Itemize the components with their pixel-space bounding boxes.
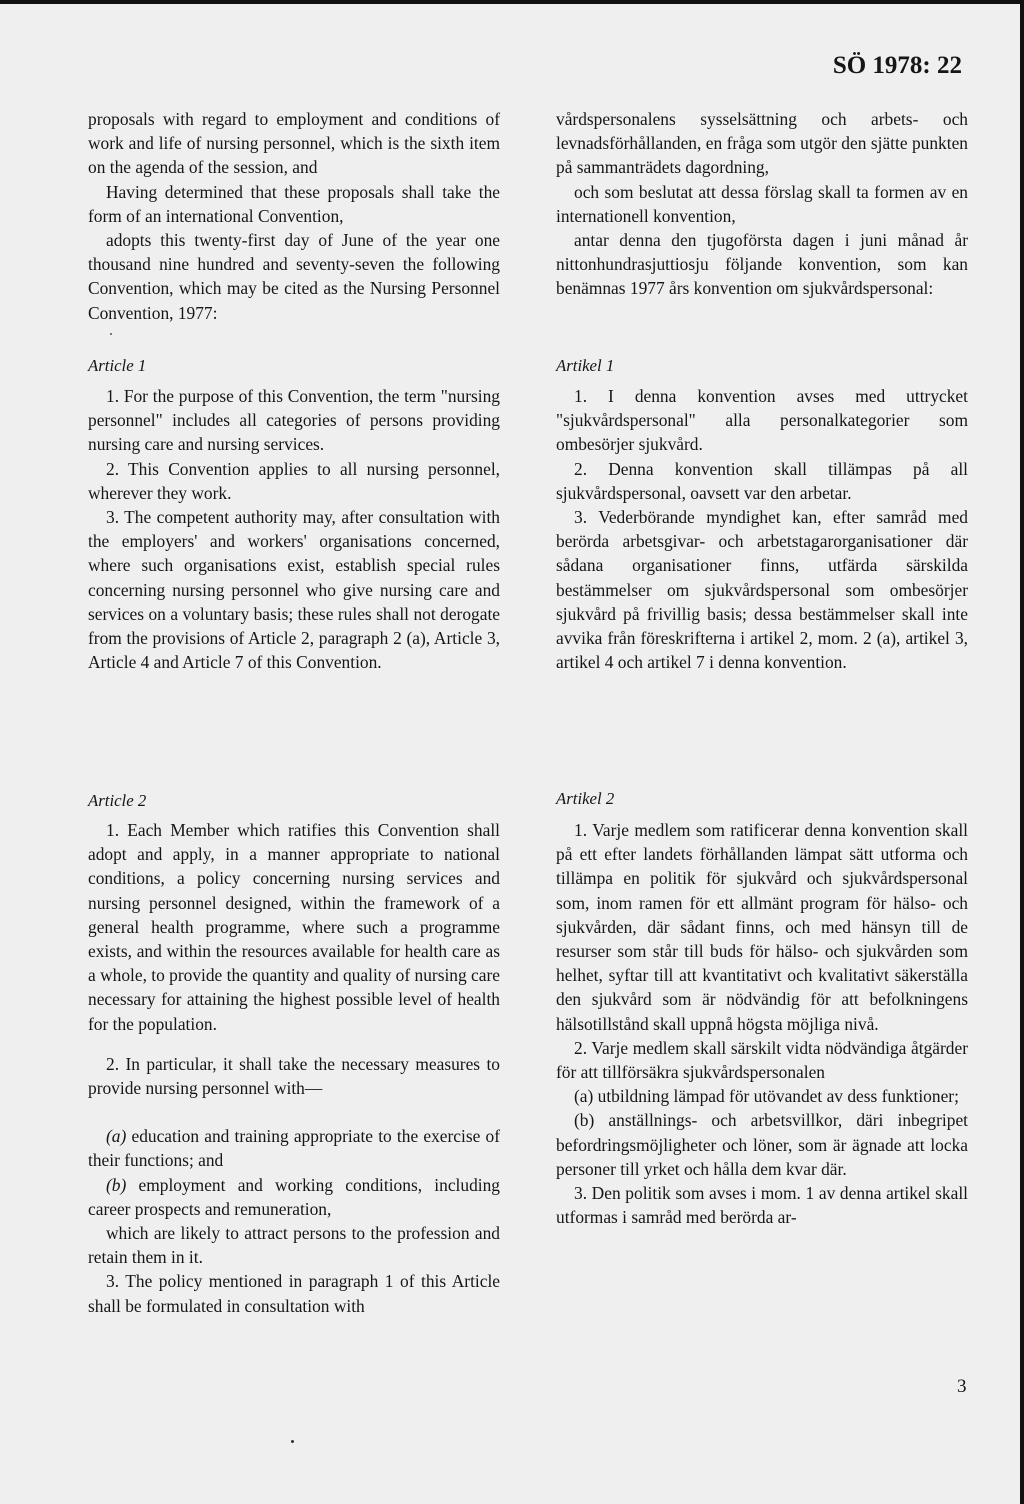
article-1-en-paragraph: 3. The competent authority may, after consultation with the employers' and workers' organisations concerned, where such organisations exist, establish special rules concerning nursing personnel who give nursing care and services on a voluntary basis; these rules shall not derogate from the provisions of Article 2, paragraph 2 (a), Article 3, Article 4 and Article 7 of this Convention. bbox=[88, 507, 500, 673]
scan-edge-top bbox=[0, 0, 1024, 4]
intro-en-paragraph: Having determined that these proposals shall take the form of an international Convention, bbox=[88, 181, 500, 226]
article-2-heading-sv: Artikel 2 bbox=[556, 789, 615, 808]
article-2-heading-en: Article 2 bbox=[88, 791, 147, 810]
article-2-en-item-b bbox=[88, 1173, 500, 1221]
article-1-en-paragraph: 1. For the purpose of this Convention, the term "nursing personnel" includes all categories of persons providing nursing care and nursing services. bbox=[88, 386, 500, 455]
article-2-en bbox=[88, 818, 500, 1318]
intro-sv-paragraph: antar denna den tjugoförsta dagen i juni månad år nittonhundrasjuttiosju följande konvention, som kan benämnas 1977 års konvention om sjukvårdspersonal: bbox=[556, 230, 968, 299]
intro-en-paragraph: adopts this twenty-first day of June of the year one thousand nine hundred and seventy-seven the following Convention, which may be cited as the Nursing Personnel Convention, 1977: bbox=[88, 230, 500, 323]
article-1-en bbox=[88, 384, 500, 674]
document-reference: SÖ 1978: 22 bbox=[832, 52, 962, 79]
page-number: 3 bbox=[957, 1376, 967, 1397]
item-b-text: employment and working conditions, including career prospects and remuneration, bbox=[88, 1174, 500, 1219]
intro-en bbox=[88, 107, 500, 325]
article-2-sv bbox=[556, 818, 968, 1229]
article-2-sv-paragraph: 3. Den politik som avses i mom. 1 av denna artikel skall utformas i samråd med berörda ar- bbox=[556, 1183, 968, 1228]
item-b-label: (b) bbox=[106, 1174, 127, 1195]
intro-sv-paragraph: vårdspersonalens sysselsättning och arbets- och levnadsförhållanden, en fråga som utgör den sjätte punkten på sammanträdets dagordning, bbox=[556, 109, 968, 178]
article-2-sv-item-a: (a) utbildning lämpad för utövandet av dess funktioner; bbox=[574, 1086, 959, 1107]
item-a-text: education and training appropriate to the exercise of their functions; and bbox=[88, 1126, 500, 1171]
article-2-en-paragraph: 3. The policy mentioned in paragraph 1 of this Article shall be formulated in consultation with bbox=[88, 1271, 500, 1316]
article-2-en-paragraph: 2. In particular, it shall take the necessary measures to provide nursing personnel with— bbox=[88, 1053, 500, 1099]
article-1-sv bbox=[556, 384, 968, 674]
article-2-sv-item-b: (b) anställnings- och arbetsvillkor, däri inbegripet befordringsmöjligheter och löner, som är ägnade att locka personer till yrket och hålla dem kvar där. bbox=[556, 1110, 968, 1179]
article-1-heading-sv: Artikel 1 bbox=[556, 356, 615, 375]
article-2-en-item-a bbox=[88, 1124, 500, 1172]
article-1-en-paragraph: 2. This Convention applies to all nursing personnel, wherever they work. bbox=[88, 458, 500, 503]
article-1-sv-paragraph: 3. Vederbörande myndighet kan, efter samråd med berörda arbetsgivar- och arbetstagarorganisationer där sådana organisationer finns, utfärda särskilda bestämmelser om sjukvårdspersonal som ombesörjer sjukvård på frivillig basis; dessa bestämmelser skall inte avvika från föreskrifterna i artikel 2, mom. 2 (a), artikel 3, artikel 4 och artikel 7 i denna konvention. bbox=[556, 507, 968, 673]
article-2-sv-paragraph: 1. Varje medlem som ratificerar denna konvention skall på ett efter landets förhållanden lämpat sätt utforma och tillämpa en politik för sjukvård och sjukvårdspersonal som, inom ramen för ett allmänt program för hälso- och sjukvården, där sådant finns, och med hänsyn till de resurser som står till buds för hälso- och sjukvården som helhet, syftar till att kvantitativt och kvalitativt säkerställa den sjukvård som är nödvändig för att befolkningens hälsotillstånd skall uppnå högsta möjliga nivå. bbox=[556, 820, 968, 1034]
item-a-label: (a) bbox=[106, 1126, 127, 1147]
article-2-en-paragraph: which are likely to attract persons to the profession and retain them in it. bbox=[88, 1223, 500, 1268]
intro-en-paragraph: proposals with regard to employment and conditions of work and life of nursing personnel, which is the sixth item on the agenda of the session, and bbox=[88, 109, 500, 178]
scan-edge-right bbox=[1020, 0, 1024, 1504]
article-2-sv-paragraph: 2. Varje medlem skall särskilt vidta nödvändiga åtgärder för att tillförsäkra sjukvårdspersonalen bbox=[556, 1037, 968, 1083]
article-1-sv-paragraph: 2. Denna konvention skall tillämpas på all sjukvårdspersonal, oavsett var den arbetar. bbox=[556, 458, 968, 503]
scan-speck bbox=[110, 333, 112, 335]
article-1-sv-paragraph: 1. I denna konvention avses med uttrycket "sjukvårdspersonal" alla personalkategorier som ombesörjer sjukvård. bbox=[556, 386, 968, 455]
article-1-heading-en: Article 1 bbox=[88, 356, 147, 375]
intro-sv-paragraph: och som beslutat att dessa förslag skall ta formen av en internationell konvention, bbox=[556, 181, 968, 226]
intro-sv bbox=[556, 107, 968, 301]
article-2-en-paragraph: 1. Each Member which ratifies this Convention shall adopt and apply, in a manner appropriate to national conditions, a policy concerning nursing services and nursing personnel designed, within the framework of a general health programme, where such a programme exists, and within the resources available for health care as a whole, to provide the quantity and quality of nursing care necessary for attaining the highest possible level of health for the population. bbox=[88, 820, 500, 1034]
scan-speck bbox=[291, 1440, 294, 1443]
